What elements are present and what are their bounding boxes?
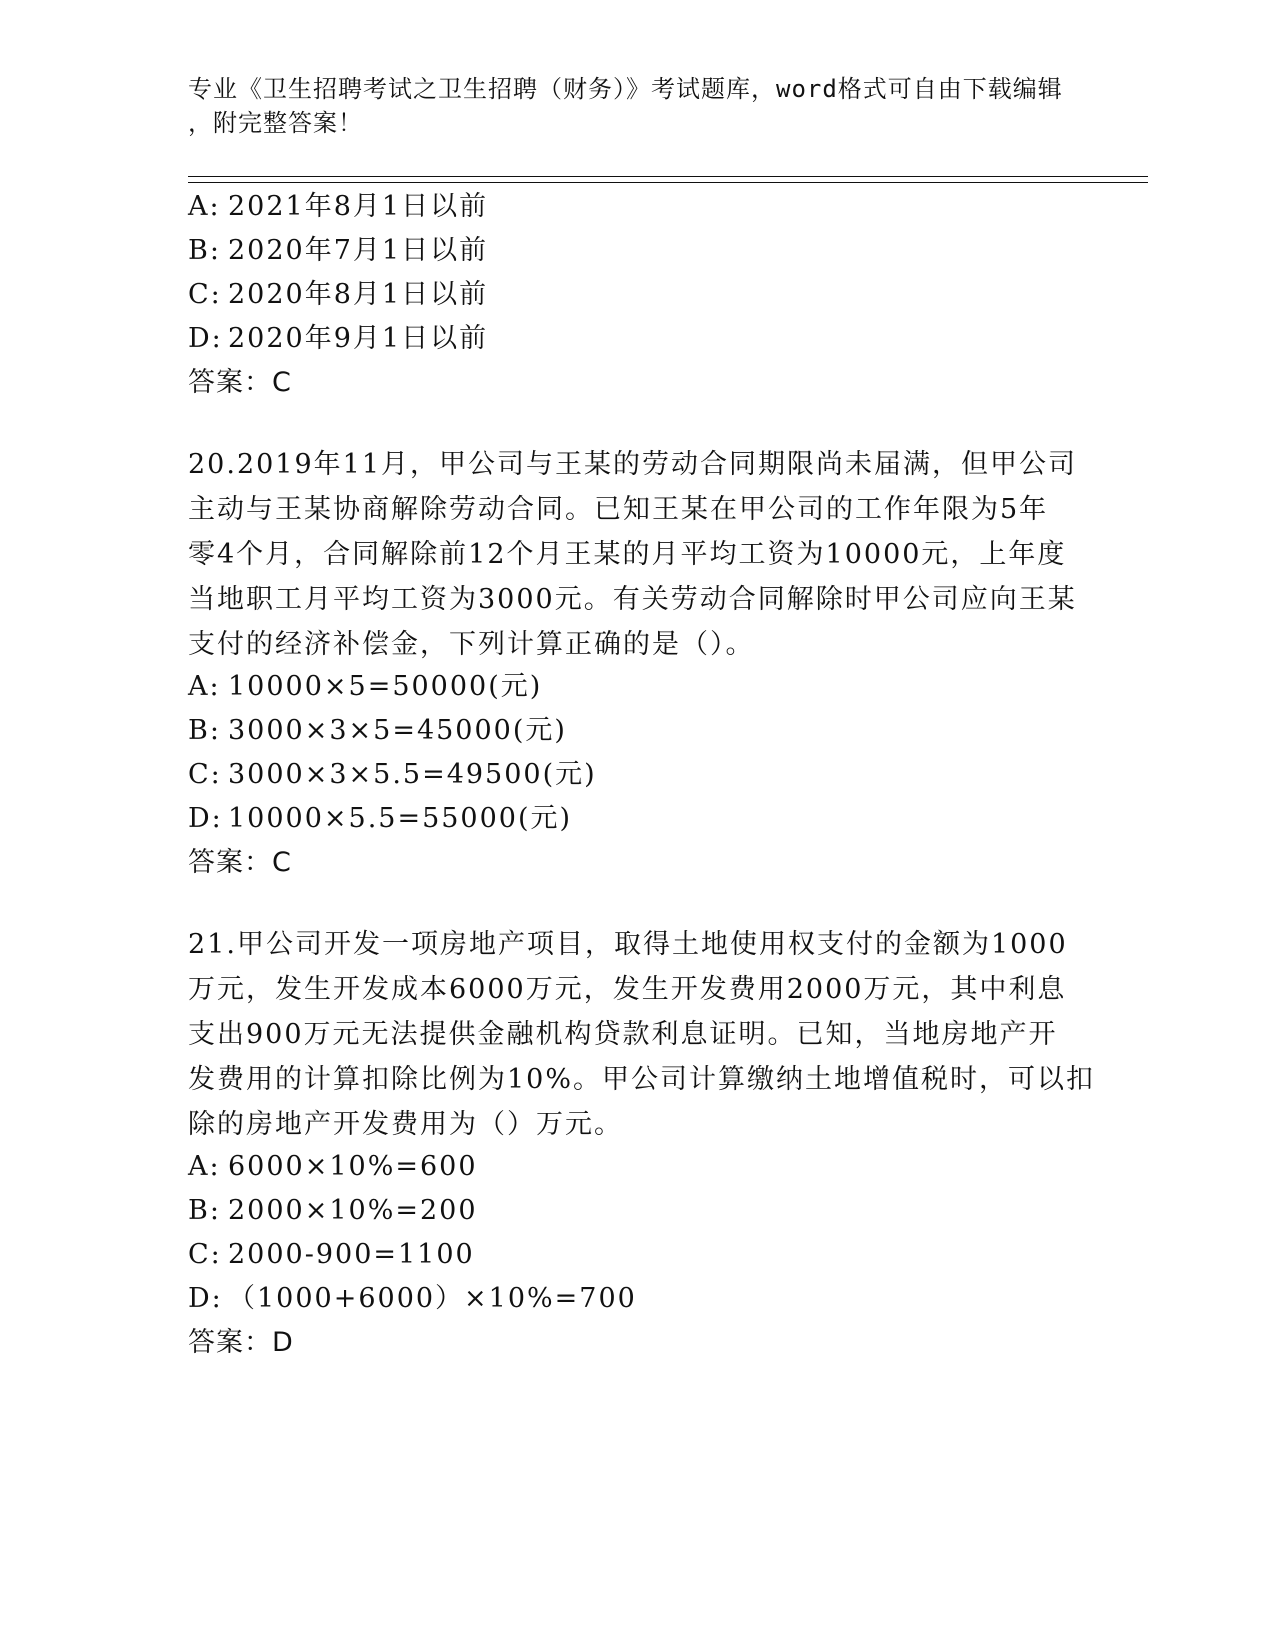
option-text: 2020年8月1日以前 — [228, 279, 489, 310]
option-text: 10000×5=50000(元) — [228, 671, 543, 702]
option-key: C: — [188, 279, 222, 310]
q19-option-a — [188, 190, 488, 224]
q20-option-c — [188, 758, 597, 792]
option-text: 3000×3×5=45000(元) — [228, 715, 567, 746]
option-key: D: — [188, 323, 223, 354]
q21-question-text — [188, 922, 1096, 1147]
option-text: 2020年9月1日以前 — [228, 323, 489, 354]
q20-option-d — [188, 802, 572, 836]
header-line-2: ，附完整答案！ — [188, 109, 363, 137]
header-line-1: 专业《卫生招聘考试之卫生招聘（财务）》考试题库，word格式可自由下载编辑 — [188, 75, 1063, 103]
q20-text-line: 支付的经济补偿金，下列计算正确的是（）。 — [188, 629, 755, 660]
header-divider-top — [188, 176, 1148, 177]
q19-option-c — [188, 278, 488, 312]
q21-text-line: 发费用的计算扣除比例为10%。甲公司计算缴纳土地增值税时，可以扣 — [188, 1064, 1096, 1095]
q19-option-b — [188, 234, 488, 268]
option-key: D: — [188, 1283, 223, 1314]
q21-text-line: 万元，发生开发成本6000万元，发生开发费用2000万元，其中利息 — [188, 974, 1067, 1005]
q20-text-line: 主动与王某协商解除劳动合同。已知王某在甲公司的工作年限为5年 — [188, 494, 1049, 525]
q20-option-b — [188, 714, 567, 748]
option-key: C: — [188, 1239, 222, 1270]
option-text: 2021年8月1日以前 — [228, 191, 489, 222]
option-text: 2000×10%=200 — [228, 1195, 478, 1226]
q20-option-a — [188, 670, 542, 704]
option-key: B: — [188, 235, 221, 266]
q20-answer: 答案：C — [188, 847, 292, 878]
q20-text-line: 当地职工月平均工资为3000元。有关劳动合同解除时甲公司应向王某 — [188, 584, 1077, 615]
option-text: 2000-900=1100 — [228, 1239, 475, 1270]
option-key: C: — [188, 759, 222, 790]
q21-option-a — [188, 1150, 478, 1184]
option-key: A: — [188, 1151, 221, 1182]
option-text: 10000×5.5=55000(元) — [228, 803, 573, 834]
q21-text-line: 支出900万元无法提供金融机构贷款利息证明。已知，当地房地产开 — [188, 1019, 1058, 1050]
q21-option-d — [188, 1282, 637, 1316]
q21-text-line: 除的房地产开发费用为（）万元。 — [188, 1109, 623, 1140]
document-header — [188, 72, 1088, 140]
q19-option-d — [188, 322, 488, 356]
option-key: A: — [188, 191, 221, 222]
option-text: 3000×3×5.5=49500(元) — [228, 759, 597, 790]
q21-answer: 答案：D — [188, 1327, 294, 1358]
option-key: B: — [188, 715, 221, 746]
option-text: （1000+6000）×10%=700 — [228, 1283, 637, 1314]
q20-text-line: 零4个月，合同解除前12个月王某的月平均工资为10000元，上年度 — [188, 539, 1067, 570]
q21-option-c — [188, 1238, 475, 1272]
option-text: 2020年7月1日以前 — [228, 235, 489, 266]
header-divider-bottom — [188, 182, 1148, 183]
option-key: A: — [188, 671, 221, 702]
q20-question-text — [188, 442, 1088, 667]
q20-text-line: 20.2019年11月，甲公司与王某的劳动合同期限尚未届满，但甲公司 — [188, 449, 1078, 480]
option-text: 6000×10%=600 — [228, 1151, 478, 1182]
q19-answer: 答案：C — [188, 367, 292, 398]
option-key: B: — [188, 1195, 221, 1226]
q21-option-b — [188, 1194, 478, 1228]
option-key: D: — [188, 803, 223, 834]
q21-text-line: 21.甲公司开发一项房地产项目，取得土地使用权支付的金额为1000 — [188, 929, 1068, 960]
